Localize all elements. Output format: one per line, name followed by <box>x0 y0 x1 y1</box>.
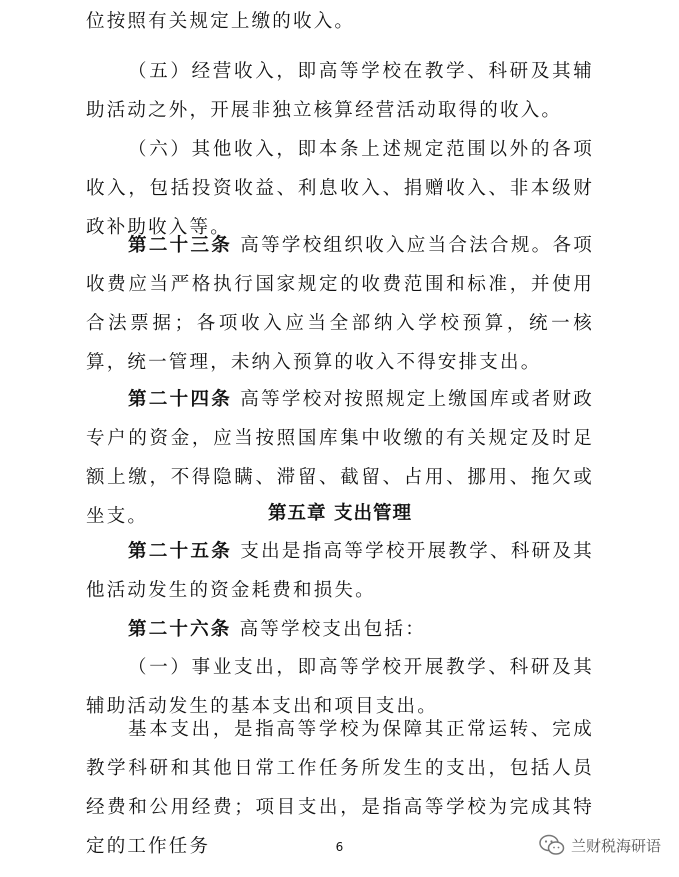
article-25 <box>86 532 594 610</box>
article-number: 第二十六条 <box>128 619 232 640</box>
watermark <box>539 834 661 856</box>
article-number: 第二十三条 <box>128 235 233 256</box>
wechat-icon <box>539 834 565 856</box>
page-number: 6 <box>335 840 344 854</box>
paragraph-text: （六）其他收入，即本条上述规定范围以外的各项收入，包括投资收益、利息收入、捐赠收入、非本级财政补助收入等。 <box>86 139 594 238</box>
paragraph-continuation <box>86 2 594 41</box>
article-text: 高等学校组织收入应当合法合规。各项收费应当严格执行国家规定的收费范围和标准，并使用合法票据；各项收入应当全部纳入学校预算，统一核算，统一管理，未纳入预算的收入不得安排支出。 <box>86 235 594 373</box>
paragraph-text: （一）事业支出，即高等学校开展教学、科研及其辅助活动发生的基本支出和项目支出。 <box>86 657 594 717</box>
article-text: 高等学校对按照规定上缴国库或者财政专户的资金，应当按照国库集中收缴的有关规定及时足额上缴，不得隐瞒、滞留、截留、占用、挪用、拖欠或坐支。 <box>86 389 594 527</box>
article-text: 高等学校支出包括： <box>239 619 426 640</box>
article-text: 支出是指高等学校开展教学、科研及其他活动发生的资金耗费和损失。 <box>86 541 594 601</box>
article-23 <box>86 226 594 382</box>
watermark-text: 兰财税海研语 <box>570 836 661 855</box>
paragraph-text: 基本支出，是指高等学校为保障其正常运转、完成教学科研和其他日常工作任务所发生的支出，包括人员经费和公用经费；项目支出，是指高等学校为完成其特定的工作任务 <box>86 719 594 857</box>
paragraph-item-5 <box>86 52 594 130</box>
paragraph-text: 位按照有关规定上缴的收入。 <box>86 11 356 32</box>
paragraph-text: （五）经营收入，即高等学校在教学、科研及其辅助活动之外，开展非独立核算经营活动取得的收入。 <box>86 61 594 121</box>
article-number: 第二十五条 <box>128 541 233 562</box>
article-number: 第二十四条 <box>128 389 233 410</box>
article-26 <box>86 610 594 649</box>
chapter-title: 第五章 支出管理 <box>268 503 412 524</box>
